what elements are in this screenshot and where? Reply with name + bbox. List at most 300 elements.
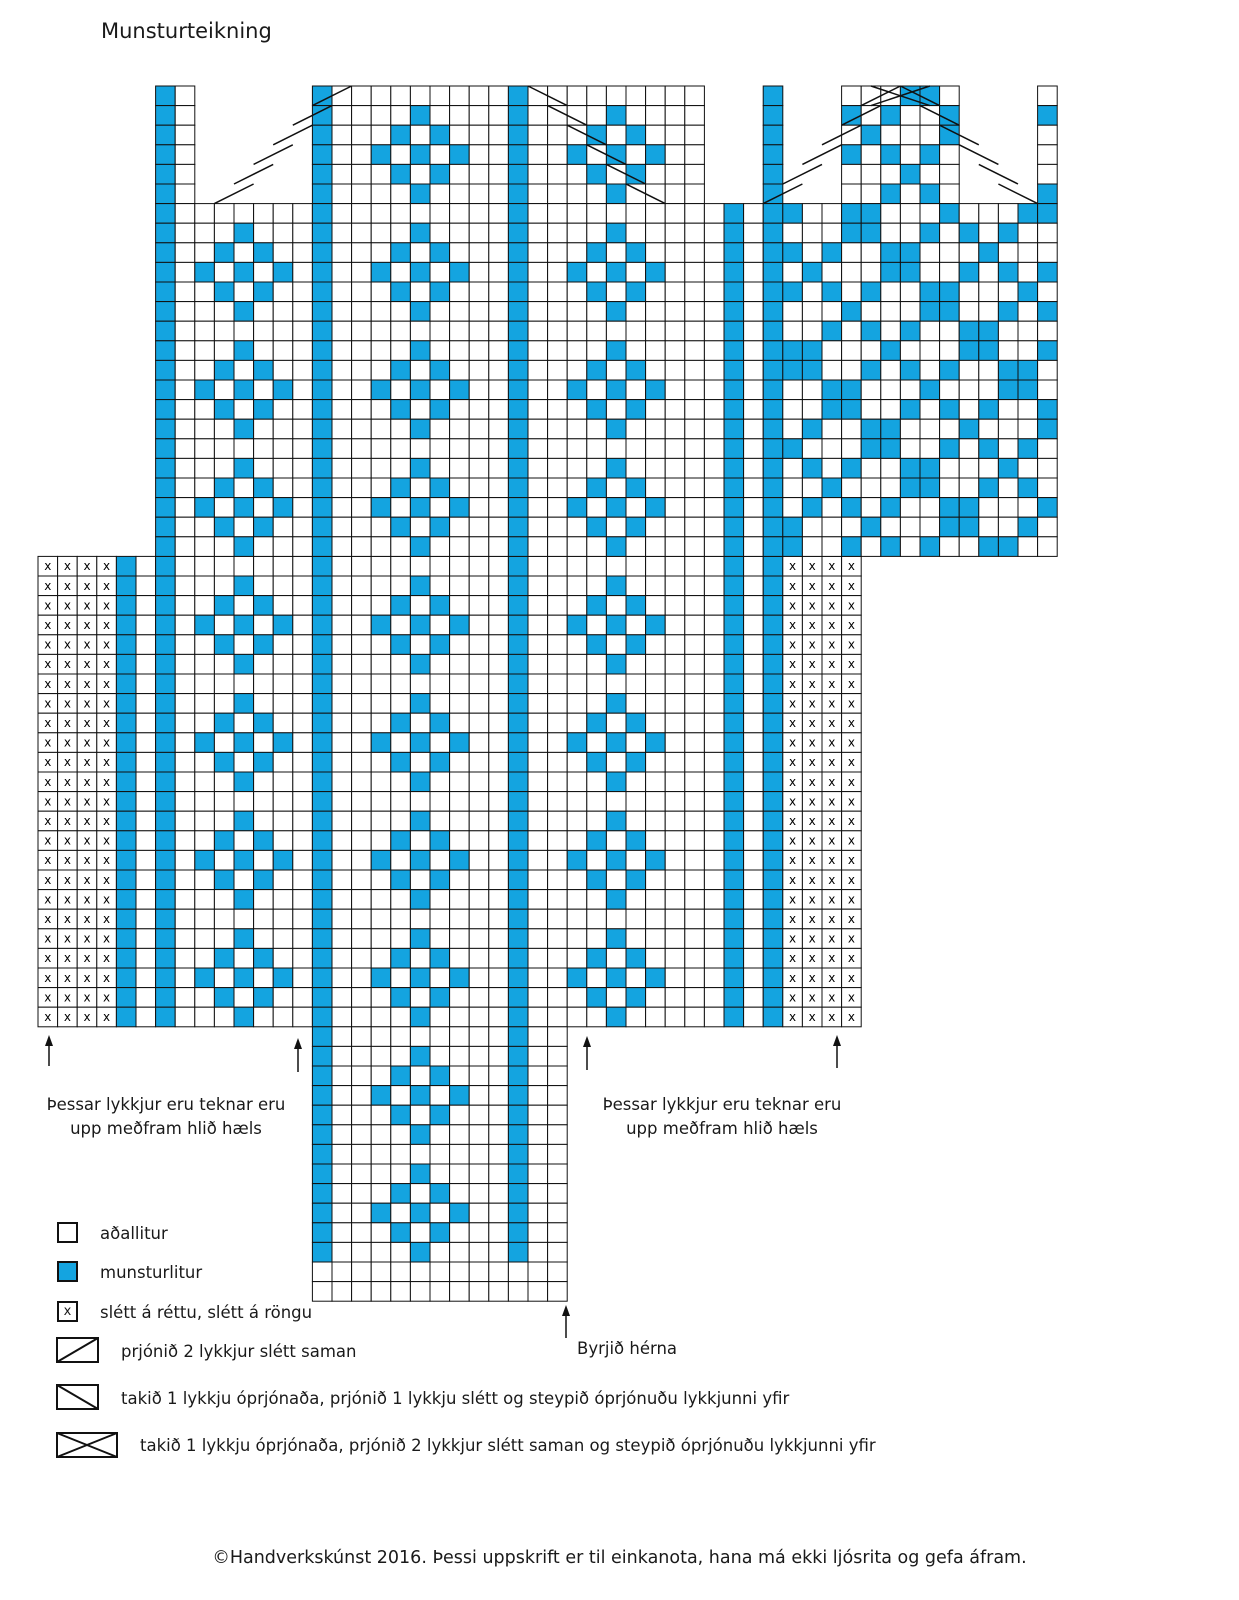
- chart-cell-main: [195, 654, 215, 674]
- chart-cell-main: [587, 321, 607, 341]
- chart-cell-pattern: [606, 537, 626, 557]
- chart-cell-pattern: [410, 694, 430, 714]
- x-mark: x: [83, 833, 91, 848]
- chart-cell-main: [214, 615, 234, 635]
- chart-cell-main: [704, 792, 724, 812]
- chart-cell-main: [450, 1027, 470, 1047]
- chart-cell-pattern: [195, 615, 215, 635]
- chart-cell-main: [391, 86, 411, 106]
- chart-cell-pattern: [842, 380, 862, 400]
- chart-cell-main: [802, 478, 822, 498]
- chart-cell-main: [254, 380, 274, 400]
- chart-cell-pattern: [430, 517, 450, 537]
- chart-cell-main: [352, 1223, 372, 1243]
- chart-cell-pattern: [900, 458, 920, 478]
- chart-cell-pattern: [1018, 439, 1038, 459]
- x-mark: x: [63, 716, 71, 730]
- chart-cell-main: [293, 733, 313, 753]
- chart-cell-main: [704, 615, 724, 635]
- chart-cell-pattern: [254, 948, 274, 968]
- chart-cell-main: [175, 831, 195, 851]
- chart-cell-pattern: [567, 498, 587, 518]
- chart-cell-pattern: [646, 615, 666, 635]
- chart-cell-pattern: [410, 458, 430, 478]
- chart-cell-main: [332, 1184, 352, 1204]
- chart-cell-main: [567, 988, 587, 1008]
- chart-cell-main: [175, 850, 195, 870]
- chart-cell-main: [332, 145, 352, 165]
- chart-cell-main: [371, 1105, 391, 1125]
- chart-cell-pattern: [606, 850, 626, 870]
- chart-cell-main: [489, 988, 509, 1008]
- chart-cell-main: [665, 282, 685, 302]
- x-mark: x: [44, 676, 52, 691]
- chart-cell-pattern: [214, 243, 234, 263]
- chart-cell-main: [528, 870, 548, 890]
- chart-cell-pattern: [763, 850, 783, 870]
- chart-cell-main: [626, 341, 646, 361]
- chart-cell-main: [528, 1144, 548, 1164]
- x-mark: x: [63, 559, 71, 574]
- chart-cell-pattern: [763, 321, 783, 341]
- chart-cell-pattern: [822, 321, 842, 341]
- chart-cell-main: [665, 498, 685, 518]
- chart-cell-main: [489, 694, 509, 714]
- chart-cell-main: [293, 831, 313, 851]
- chart-cell-pattern: [587, 870, 607, 890]
- arrow-left-2-head: [294, 1038, 302, 1049]
- chart-cell-main: [175, 694, 195, 714]
- chart-cell-main: [352, 1007, 372, 1027]
- chart-cell-main: [352, 321, 372, 341]
- chart-cell-main: [195, 694, 215, 714]
- chart-cell-main: [371, 890, 391, 910]
- chart-cell-main: [332, 262, 352, 282]
- chart-cell-pattern: [606, 654, 626, 674]
- x-mark: x: [103, 892, 111, 907]
- chart-cell-main: [371, 517, 391, 537]
- chart-cell-main: [489, 223, 509, 243]
- chart-cell-main: [371, 1164, 391, 1184]
- chart-cell-main: [665, 733, 685, 753]
- chart-cell-pattern: [998, 223, 1018, 243]
- chart-cell-pattern: [763, 262, 783, 282]
- chart-cell-main: [391, 694, 411, 714]
- chart-cell-pattern: [724, 576, 744, 596]
- chart-cell-pattern: [410, 615, 430, 635]
- chart-cell-main: [391, 537, 411, 557]
- chart-cell-main: [450, 517, 470, 537]
- chart-cell-pattern: [116, 831, 136, 851]
- chart-cell-main: [371, 1027, 391, 1047]
- chart-cell-pattern: [156, 615, 176, 635]
- x-mark: x: [44, 1010, 52, 1024]
- chart-cell-main: [548, 752, 568, 772]
- chart-cell-main: [704, 635, 724, 655]
- chart-cell-main: [744, 302, 764, 322]
- chart-cell-main: [685, 204, 705, 224]
- chart-cell-main: [704, 282, 724, 302]
- chart-cell-pattern: [214, 400, 234, 420]
- x-mark: x: [808, 970, 816, 985]
- chart-cell-main: [842, 184, 862, 204]
- chart-cell-main: [626, 674, 646, 694]
- chart-cell-main: [214, 321, 234, 341]
- x-mark: x: [63, 892, 71, 907]
- chart-cell-main: [273, 439, 293, 459]
- chart-cell-main: [332, 615, 352, 635]
- chart-cell-pattern: [724, 870, 744, 890]
- chart-cell-main: [175, 106, 195, 126]
- chart-cell-pattern: [940, 204, 960, 224]
- chart-cell-main: [1038, 223, 1058, 243]
- chart-cell-pattern: [959, 262, 979, 282]
- chart-cell-main: [450, 478, 470, 498]
- chart-cell-pattern: [881, 243, 901, 263]
- chart-cell-pattern: [410, 811, 430, 831]
- chart-cell-pattern: [763, 400, 783, 420]
- chart-cell-main: [352, 556, 372, 576]
- chart-cell-pattern: [312, 929, 332, 949]
- chart-cell-pattern: [450, 615, 470, 635]
- chart-cell-main: [587, 811, 607, 831]
- chart-cell-main: [214, 694, 234, 714]
- chart-cell-main: [293, 400, 313, 420]
- chart-cell-main: [665, 694, 685, 714]
- chart-cell-main: [548, 772, 568, 792]
- x-mark: x: [847, 892, 855, 907]
- x-mark: x: [847, 1010, 855, 1024]
- chart-cell-main: [450, 458, 470, 478]
- x-mark: x: [63, 814, 71, 828]
- chart-cell-main: [744, 360, 764, 380]
- chart-cell-main: [391, 1046, 411, 1066]
- chart-cell-main: [136, 890, 156, 910]
- x-mark: x: [103, 912, 111, 926]
- chart-cell-main: [508, 1282, 528, 1302]
- chart-cell-main: [744, 400, 764, 420]
- chart-cell-pattern: [822, 243, 842, 263]
- chart-cell-main: [548, 1066, 568, 1086]
- chart-cell-pattern: [156, 106, 176, 126]
- chart-cell-main: [234, 282, 254, 302]
- chart-cell-main: [469, 948, 489, 968]
- chart-cell-main: [430, 1046, 450, 1066]
- chart-cell-main: [489, 1262, 509, 1282]
- chart-cell-main: [489, 1086, 509, 1106]
- chart-cell-pattern: [724, 302, 744, 322]
- chart-cell-main: [332, 988, 352, 1008]
- chart-cell-main: [214, 850, 234, 870]
- chart-cell-main: [175, 772, 195, 792]
- chart-cell-main: [744, 498, 764, 518]
- chart-cell-main: [822, 537, 842, 557]
- chart-cell-pattern: [156, 204, 176, 224]
- chart-cell-main: [685, 1007, 705, 1027]
- x-mark: x: [44, 657, 52, 672]
- chart-cell-main: [234, 870, 254, 890]
- chart-cell-main: [469, 1164, 489, 1184]
- chart-cell-main: [371, 282, 391, 302]
- chart-cell-main: [450, 302, 470, 322]
- chart-cell-main: [410, 282, 430, 302]
- chart-cell-pattern: [116, 576, 136, 596]
- chart-cell-pattern: [156, 772, 176, 792]
- chart-cell-main: [528, 654, 548, 674]
- chart-cell-pattern: [606, 576, 626, 596]
- x-mark: x: [63, 696, 71, 711]
- chart-cell-main: [665, 86, 685, 106]
- chart-cell-pattern: [508, 164, 528, 184]
- chart-cell-pattern: [763, 792, 783, 812]
- chart-cell-pattern: [116, 850, 136, 870]
- chart-cell-main: [391, 419, 411, 439]
- chart-cell-main: [450, 576, 470, 596]
- chart-cell-main: [626, 694, 646, 714]
- chart-cell-pattern: [1018, 360, 1038, 380]
- chart-cell-main: [175, 164, 195, 184]
- chart-cell-main: [430, 576, 450, 596]
- chart-cell-main: [646, 811, 666, 831]
- chart-cell-main: [469, 184, 489, 204]
- chart-cell-main: [646, 184, 666, 204]
- chart-cell-main: [489, 1066, 509, 1086]
- chart-cell-main: [293, 341, 313, 361]
- chart-cell-main: [410, 948, 430, 968]
- chart-cell-pattern: [156, 929, 176, 949]
- chart-cell-main: [391, 1282, 411, 1302]
- chart-cell-main: [273, 243, 293, 263]
- chart-cell-pattern: [587, 164, 607, 184]
- chart-cell-main: [430, 1086, 450, 1106]
- chart-cell-main: [802, 321, 822, 341]
- chart-cell-pattern: [606, 341, 626, 361]
- chart-cell-main: [175, 321, 195, 341]
- chart-cell-main: [685, 694, 705, 714]
- chart-cell-main: [410, 674, 430, 694]
- chart-cell-main: [352, 929, 372, 949]
- chart-cell-pattern: [508, 125, 528, 145]
- chart-cell-pattern: [312, 674, 332, 694]
- chart-cell-main: [175, 360, 195, 380]
- chart-cell-main: [861, 243, 881, 263]
- chart-cell-main: [626, 733, 646, 753]
- chart-cell-pattern: [998, 380, 1018, 400]
- chart-cell-main: [665, 831, 685, 851]
- chart-cell-main: [842, 282, 862, 302]
- chart-cell-main: [802, 400, 822, 420]
- chart-cell-main: [704, 243, 724, 263]
- chart-cell-main: [469, 831, 489, 851]
- x-mark: x: [103, 833, 111, 848]
- chart-cell-main: [548, 694, 568, 714]
- chart-cell-main: [548, 125, 568, 145]
- chart-cell-pattern: [430, 752, 450, 772]
- chart-cell-pattern: [606, 302, 626, 322]
- chart-cell-main: [665, 948, 685, 968]
- chart-cell-main: [430, 262, 450, 282]
- chart-cell-pattern: [430, 360, 450, 380]
- chart-cell-main: [704, 674, 724, 694]
- x-mark: x: [103, 990, 111, 1005]
- chart-cell-main: [175, 302, 195, 322]
- chart-cell-main: [391, 792, 411, 812]
- chart-cell-pattern: [724, 752, 744, 772]
- chart-cell-main: [685, 831, 705, 851]
- chart-cell-pattern: [214, 870, 234, 890]
- chart-cell-main: [489, 654, 509, 674]
- chart-cell-main: [528, 635, 548, 655]
- chart-cell-main: [175, 478, 195, 498]
- chart-cell-main: [900, 498, 920, 518]
- chart-cell-main: [175, 635, 195, 655]
- chart-cell-pattern: [273, 380, 293, 400]
- chart-cell-main: [842, 125, 862, 145]
- chart-cell-pattern: [606, 772, 626, 792]
- chart-cell-pattern: [626, 517, 646, 537]
- chart-cell-main: [704, 400, 724, 420]
- chart-cell-main: [391, 145, 411, 165]
- chart-cell-main: [646, 909, 666, 929]
- chart-cell-pattern: [312, 752, 332, 772]
- chart-cell-main: [685, 909, 705, 929]
- chart-cell-main: [254, 556, 274, 576]
- chart-cell-pattern: [156, 439, 176, 459]
- chart-cell-main: [254, 204, 274, 224]
- chart-cell-main: [685, 752, 705, 772]
- chart-cell-main: [528, 1282, 548, 1302]
- chart-cell-main: [352, 772, 372, 792]
- chart-cell-main: [352, 1046, 372, 1066]
- chart-cell-main: [626, 302, 646, 322]
- chart-cell-pattern: [1038, 106, 1058, 126]
- x-mark: x: [789, 559, 797, 574]
- chart-cell-main: [293, 615, 313, 635]
- chart-cell-pattern: [234, 380, 254, 400]
- chart-cell-main: [371, 458, 391, 478]
- chart-cell-pattern: [312, 694, 332, 714]
- chart-cell-pattern: [430, 1223, 450, 1243]
- chart-cell-pattern: [312, 145, 332, 165]
- chart-cell-pattern: [724, 733, 744, 753]
- chart-cell-main: [371, 909, 391, 929]
- chart-cell-main: [371, 1184, 391, 1204]
- chart-cell-main: [332, 1223, 352, 1243]
- chart-cell-main: [920, 204, 940, 224]
- chart-cell-main: [136, 694, 156, 714]
- chart-cell-main: [469, 1046, 489, 1066]
- chart-cell-main: [548, 870, 568, 890]
- chart-cell-main: [587, 772, 607, 792]
- chart-cell-main: [332, 1262, 352, 1282]
- chart-cell-main: [685, 733, 705, 753]
- chart-cell-pattern: [881, 439, 901, 459]
- chart-cell-main: [548, 164, 568, 184]
- chart-cell-main: [175, 282, 195, 302]
- chart-cell-main: [332, 302, 352, 322]
- x-mark: x: [63, 598, 71, 613]
- chart-cell-pattern: [410, 890, 430, 910]
- chart-cell-pattern: [508, 968, 528, 988]
- chart-cell-main: [548, 360, 568, 380]
- chart-cell-main: [489, 1282, 509, 1302]
- x-mark: x: [83, 598, 91, 613]
- chart-cell-main: [920, 498, 940, 518]
- x-mark: x: [847, 872, 855, 887]
- chart-cell-main: [410, 831, 430, 851]
- chart-cell-main: [900, 145, 920, 165]
- chart-cell-main: [254, 537, 274, 557]
- x-mark: x: [83, 716, 91, 730]
- chart-cell-main: [469, 576, 489, 596]
- chart-cell-pattern: [508, 596, 528, 616]
- chart-cell-main: [234, 439, 254, 459]
- chart-cell-main: [685, 792, 705, 812]
- chart-cell-pattern: [646, 145, 666, 165]
- chart-cell-main: [450, 243, 470, 263]
- chart-cell-main: [332, 1007, 352, 1027]
- x-mark: x: [828, 951, 836, 966]
- chart-cell-main: [352, 968, 372, 988]
- chart-cell-main: [469, 439, 489, 459]
- chart-cell-main: [352, 439, 372, 459]
- chart-cell-pattern: [156, 282, 176, 302]
- chart-cell-main: [273, 204, 293, 224]
- chart-cell-main: [195, 341, 215, 361]
- chart-cell-main: [489, 576, 509, 596]
- chart-cell-pattern: [312, 1144, 332, 1164]
- chart-cell-main: [606, 988, 626, 1008]
- chart-cell-main: [567, 596, 587, 616]
- chart-cell-pattern: [508, 1007, 528, 1027]
- x-mark: x: [44, 755, 52, 770]
- chart-cell-main: [234, 752, 254, 772]
- chart-cell-main: [548, 106, 568, 126]
- chart-cell-main: [450, 929, 470, 949]
- chart-cell-pattern: [587, 478, 607, 498]
- chart-cell-pattern: [724, 243, 744, 263]
- chart-cell-main: [548, 635, 568, 655]
- chart-cell-pattern: [312, 439, 332, 459]
- chart-cell-main: [430, 498, 450, 518]
- chart-cell-main: [528, 1223, 548, 1243]
- chart-cell-main: [410, 1066, 430, 1086]
- chart-cell-pattern: [842, 302, 862, 322]
- chart-cell-pattern: [273, 498, 293, 518]
- right-note-line-1: Þessar lykkjur eru teknar eru: [602, 1095, 842, 1114]
- chart-cell-pattern: [959, 419, 979, 439]
- chart-cell-main: [450, 909, 470, 929]
- chart-cell-main: [195, 596, 215, 616]
- chart-cell-main: [626, 654, 646, 674]
- chart-cell-pattern: [234, 615, 254, 635]
- chart-cell-pattern: [234, 929, 254, 949]
- chart-cell-main: [606, 125, 626, 145]
- chart-cell-pattern: [998, 360, 1018, 380]
- chart-cell-pattern: [391, 713, 411, 733]
- chart-cell-main: [175, 439, 195, 459]
- chart-cell-main: [469, 1144, 489, 1164]
- chart-cell-main: [1038, 537, 1058, 557]
- chart-cell-main: [332, 498, 352, 518]
- chart-cell-main: [587, 909, 607, 929]
- chart-cell-main: [606, 282, 626, 302]
- chart-cell-main: [214, 929, 234, 949]
- chart-cell-main: [254, 223, 274, 243]
- chart-cell-main: [273, 831, 293, 851]
- chart-cell-main: [548, 86, 568, 106]
- chart-cell-main: [332, 184, 352, 204]
